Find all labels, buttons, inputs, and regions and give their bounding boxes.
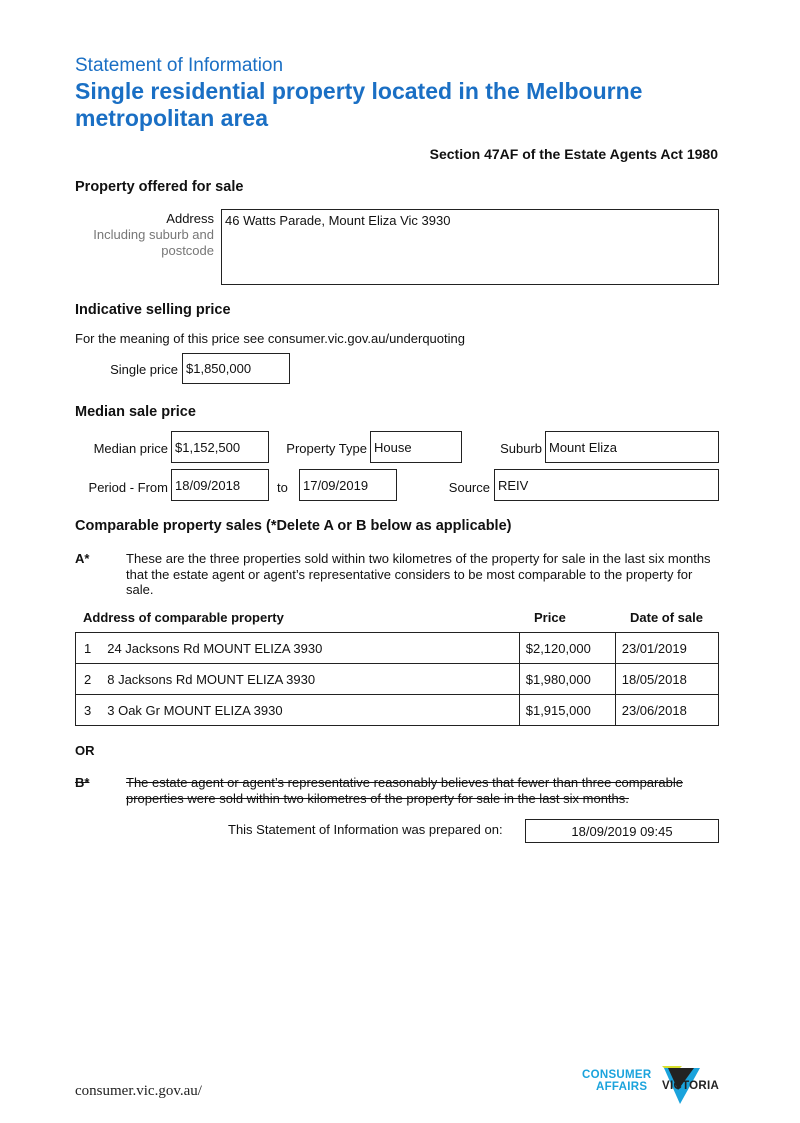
period-to-field[interactable]: 17/09/2019	[299, 469, 397, 501]
logo-text-consumer: CONSUMER	[582, 1069, 652, 1081]
column-header-price: Price	[534, 610, 566, 625]
document-title: Single residential property located in the Melbourne metropolitan area	[75, 78, 643, 131]
row-price[interactable]: $1,915,000	[519, 695, 615, 726]
logo-text-affairs: AFFAIRS	[596, 1081, 648, 1093]
document-subtitle: Statement of Information	[75, 55, 284, 76]
or-separator: OR	[75, 743, 95, 758]
single-price-label: Single price	[110, 362, 178, 377]
address-label: Address	[166, 211, 214, 226]
consumer-affairs-victoria-logo	[582, 1062, 722, 1107]
column-header-address: Address of comparable property	[83, 610, 284, 625]
source-field[interactable]: REIV	[494, 469, 719, 501]
section-heading-property: Property offered for sale	[75, 179, 244, 195]
section-heading-comparable: Comparable property sales (*Delete A or B below as applicable)	[75, 518, 512, 534]
row-address[interactable]: 8 Jacksons Rd MOUNT ELIZA 3930	[99, 664, 519, 695]
row-date[interactable]: 18/05/2018	[615, 664, 718, 695]
footer-url[interactable]: consumer.vic.gov.au/	[75, 1083, 202, 1099]
column-header-date: Date of sale	[630, 610, 703, 625]
row-date[interactable]: 23/01/2019	[615, 633, 718, 664]
row-price[interactable]: $1,980,000	[519, 664, 615, 695]
row-address[interactable]: 24 Jacksons Rd MOUNT ELIZA 3930	[99, 633, 519, 664]
property-type-label: Property Type	[286, 441, 367, 456]
period-from-label: Period - From	[88, 480, 168, 495]
option-a-text: These are the three properties sold within two kilometres of the property for sale in the last six months that the estate agent or agent’s representative considers to be most comparable to the property for sale.	[126, 551, 711, 597]
address-field[interactable]: 46 Watts Parade, Mount Eliza Vic 3930	[221, 209, 719, 285]
prepared-on-field[interactable]: 18/09/2019 09:45	[525, 819, 719, 843]
option-b-text: The estate agent or agent’s representative reasonably believes that fewer than three comparable properties were sold within two kilometres of the property for sale in the last six months.	[126, 775, 683, 806]
period-to-label: to	[277, 480, 288, 495]
row-date[interactable]: 23/06/2018	[615, 695, 718, 726]
suburb-field[interactable]: Mount Eliza	[545, 431, 719, 463]
row-address[interactable]: 3 Oak Gr MOUNT ELIZA 3930	[99, 695, 519, 726]
section-heading-indicative: Indicative selling price	[75, 302, 231, 318]
table-row	[76, 695, 719, 726]
row-number: 1	[76, 633, 100, 664]
indicative-note: For the meaning of this price see consumer.vic.gov.au/underquoting	[75, 331, 465, 346]
comparable-sales-table	[75, 632, 719, 726]
option-a-marker: A*	[75, 551, 90, 566]
table-row	[76, 664, 719, 695]
option-b-marker: B*	[75, 775, 90, 790]
table-row	[76, 633, 719, 664]
row-number: 2	[76, 664, 100, 695]
row-price[interactable]: $2,120,000	[519, 633, 615, 664]
single-price-field[interactable]: $1,850,000	[182, 353, 290, 384]
median-price-field[interactable]: $1,152,500	[171, 431, 269, 463]
property-type-field[interactable]: House	[370, 431, 462, 463]
logo-text-victoria: VICTORIA	[662, 1080, 720, 1092]
section-heading-median: Median sale price	[75, 404, 196, 420]
row-number: 3	[76, 695, 100, 726]
source-label: Source	[448, 480, 490, 495]
period-from-field[interactable]: 18/09/2018	[171, 469, 269, 501]
address-hint: Including suburb and postcode	[93, 227, 214, 258]
suburb-label: Suburb	[500, 441, 542, 456]
act-reference: Section 47AF of the Estate Agents Act 1980	[429, 146, 718, 162]
median-price-label: Median price	[93, 441, 168, 456]
prepared-on-label: This Statement of Information was prepared on:	[228, 822, 503, 837]
